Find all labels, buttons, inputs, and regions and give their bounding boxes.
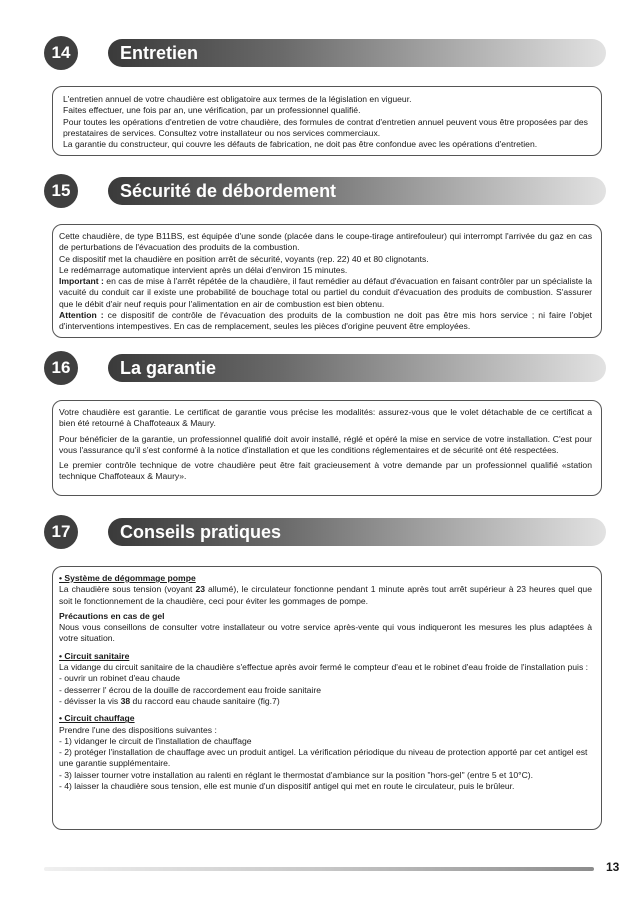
footer-divider (44, 867, 594, 871)
sanitaire-paragraph: La vidange du circuit sanitaire de la chaudière s'effectue après avoir fermé le compteur d'eau et le robinet d'eau froide de l'installation puis : (59, 662, 589, 673)
gel-paragraph: Nous vous conseillons de consulter votre installateur ou votre service après-vente qui vous indiqueront les mesures les plus adaptées à votre situation. (59, 622, 592, 644)
gel-heading: Précautions en cas de gel (59, 610, 165, 621)
important-label: Important : (59, 276, 104, 287)
section-title-bar (108, 518, 606, 546)
paragraph: Cette chaudière, de type B11BS, est équipée d'une sonde (placée dans le coupe-tirage antirefouleur) qui interrompt l'arrivée du gaz en cas de perturbations de l'évacuation des produits de la combustion. (59, 231, 592, 253)
degommage-text: La chaudière sous tension (voyant (59, 584, 196, 595)
indicator-number: 23 (195, 584, 205, 595)
chauffage-step: - 4) laisser la chaudière sous tension, elle est munie d'un dispositif antigel qui met en route le circulateur, puis le brûleur. (59, 781, 515, 792)
section-15-content (52, 224, 602, 338)
attention-text: ce dispositif de contrôle de l'évacuation des produits de la combustion ne doit pas être mis hors service ; ni faire l'objet d'interventions intempestives. En cas de remplacement, seules les pièces d'origine peuvent être employées. (59, 310, 592, 332)
section-title-bar (108, 177, 606, 205)
sanitaire-step (59, 696, 592, 707)
section-number: 14 (44, 36, 78, 70)
chauffage-heading: • Circuit chauffage (59, 713, 135, 724)
degommage-text: allumé), le circulateur fonctionne pendant 1 minute après tout arrêt supérieur à 23 heures quel que soit le fonctionnement de la chaudière, ceci pour éviter les gommages de pompe. (59, 584, 592, 606)
section-14-content (52, 86, 602, 156)
section-16-header (44, 351, 606, 385)
paragraph: Votre chaudière est garantie. Le certificat de garantie vous précise les modalités: assurez-vous que le volet détachable de ce certificat a bien été retourné à Chaffoteaux & Maury. (59, 407, 592, 429)
section-title-bar (108, 39, 606, 67)
section-15-header (44, 174, 606, 208)
section-16-content (52, 400, 602, 496)
section-17-content (52, 566, 602, 830)
section-number: 16 (44, 351, 78, 385)
section-17-header (44, 515, 606, 549)
part-number: 38 (120, 695, 131, 706)
paragraph: Le premier contrôle technique de votre chaudière peut être fait gracieusement à votre demande par un professionnel qualifié «station technique Chaffoteaux & Maury». (59, 460, 592, 482)
chauffage-step: - 3) laisser tourner votre installation au ralenti en réglant le thermostat d'ambiance sur la position "hors-gel" (entre 5 et 10°C). (59, 769, 534, 780)
section-title-bar (108, 354, 606, 382)
chauffage-intro: Prendre l'une des dispositions suivantes : (59, 724, 217, 735)
chauffage-step: - 1) vidanger le circuit de l'installation de chauffage (59, 735, 252, 746)
sanitaire-step: - ouvrir un robinet d'eau chaude (59, 673, 181, 684)
attention-label: Attention : (59, 310, 104, 321)
attention-paragraph (59, 310, 592, 333)
sanitaire-heading: • Circuit sanitaire (59, 650, 130, 661)
section-number: 15 (44, 174, 78, 208)
important-paragraph (59, 276, 592, 310)
section-title: La garantie (120, 358, 217, 378)
paragraph: Faites effectuer, une fois par an, une vérification, par un professionnel qualifié. (63, 105, 361, 116)
chauffage-step: - 2) protéger l'installation de chauffage avec un produit antigel. La vérification périodique du niveau de protection apporté par cet antigel est une garantie supplémentaire. (59, 747, 588, 769)
degommage-paragraph (59, 584, 592, 607)
paragraph: L'entretien annuel de votre chaudière est obligatoire aux termes de la législation en vigueur. (63, 94, 412, 104)
paragraph: Pour bénéficier de la garantie, un professionnel qualifié doit avoir installé, réglé et opéré la mise en service de votre installation. C'est pour vous l'assurance qu'il s'est conformé à la notice d'installation et que les conditions réglementaires et de sécurité ont été respectées. (59, 433, 592, 455)
page-number: 13 (606, 860, 620, 874)
paragraph: La garantie du constructeur, qui couvre les défauts de fabrication, ne doit pas être confondue avec les opérations d'entretien. (63, 139, 538, 150)
section-title: Sécurité de débordement (120, 181, 337, 201)
degommage-heading: • Système de dégommage pompe (59, 573, 196, 583)
section-title: Conseils pratiques (120, 522, 282, 542)
section-title: Entretien (120, 43, 199, 63)
section-14-header (44, 36, 606, 70)
important-text: en cas de mise à l'arrêt répétée de la chaudière, il faut remédier au défaut d'évacuation en faisant contrôler par un spécialiste la vacuité du conduit car il existe une probabilité de bouchage total ou partiel du conduit d'évacuation des produits de combustion. S'assurer que le débit d'air neuf requis pour l'alimentation en air de combustion est bien obtenu. (59, 276, 593, 309)
step-text: - dévisser la vis (59, 695, 121, 706)
step-text: du raccord eau chaude sanitaire (fig.7) (130, 695, 280, 706)
sanitaire-step: - desserrer l' écrou de la douille de raccordement eau froide sanitaire (59, 684, 321, 695)
section-number: 17 (44, 515, 78, 549)
paragraph: Ce dispositif met la chaudière en position arrêt de sécurité, voyants (rep. 22) 40 et 80 clignotants. (59, 253, 429, 264)
paragraph: Pour toutes les opérations d'entretien de votre chaudière, des formules de contrat d'entretien annuel peuvent vous être proposées par des prestataires de services. Consultez votre installateur ou nos services commerciaux. (63, 116, 588, 138)
paragraph: Le redémarrage automatique intervient après un délai d'environ 15 minutes. (59, 264, 348, 275)
